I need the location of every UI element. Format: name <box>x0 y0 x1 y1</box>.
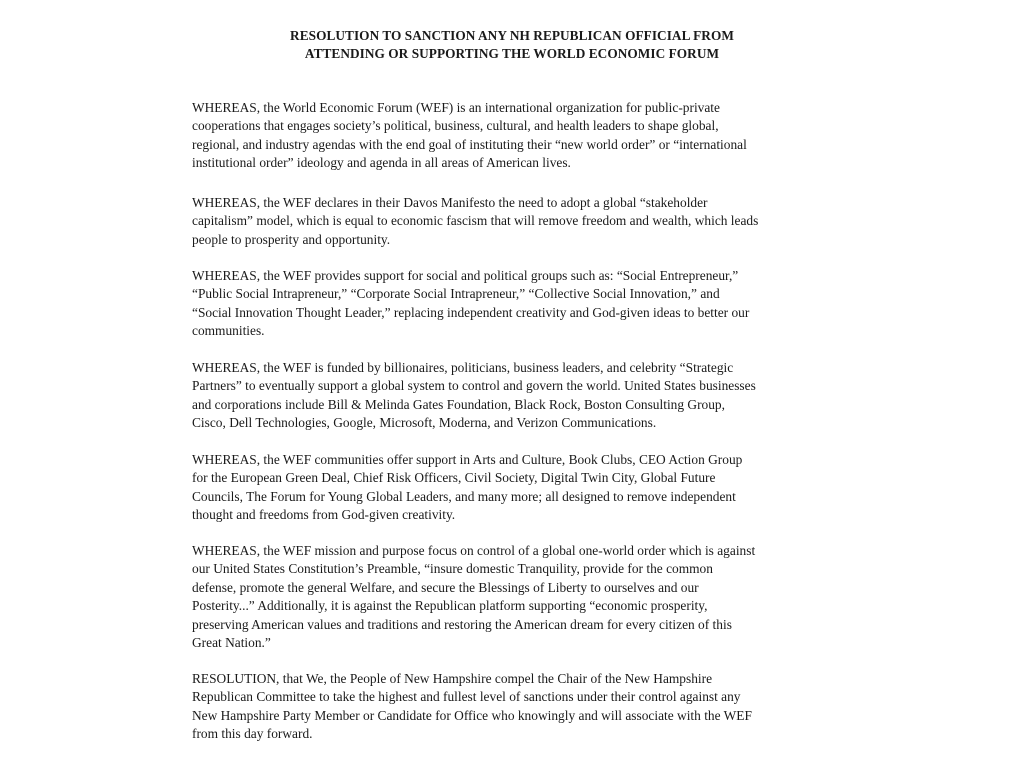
paragraph-line: preserving American values and traditions and restoring the American dream for every citizen of this <box>192 616 732 632</box>
paragraph-line: WHEREAS, the World Economic Forum (WEF) is an international organization for public-private <box>192 100 720 115</box>
paragraph-line: WHEREAS, the WEF communities offer support in Arts and Culture, Book Clubs, CEO Action Group <box>192 452 743 467</box>
paragraph-line: Republican Committee to take the highest and fullest level of sanctions under their control against any <box>192 689 741 705</box>
paragraph-line: regional, and industry agendas with the end goal of instituting their “new world order” or “international <box>192 136 747 152</box>
paragraph-line: RESOLUTION, that We, the People of New Hampshire compel the Chair of the New Hampshire <box>192 671 713 686</box>
title-line: RESOLUTION TO SANCTION ANY NH REPUBLICAN OFFICIAL FROM <box>290 28 734 43</box>
paragraph-line: thought and freedoms from God-given creativity. <box>192 507 456 523</box>
whereas-paragraph-wef-definition <box>192 99 832 173</box>
paragraph-line: Councils, The Forum for Young Global Leaders, and many more; all designed to remove independent <box>192 488 736 504</box>
paragraph-line: WHEREAS, the WEF provides support for social and political groups such as: “Social Entrepreneur,” <box>192 268 739 283</box>
paragraph-line: cooperations that engages society’s political, business, cultural, and health leaders to shape global, <box>192 118 719 134</box>
whereas-paragraph-funding <box>192 359 832 433</box>
whereas-paragraph-davos-manifesto <box>192 194 832 249</box>
paragraph-line: “Social Innovation Thought Leader,” replacing independent creativity and God-given ideas to better our <box>192 304 750 320</box>
paragraph-line: capitalism” model, which is equal to economic fascism that will remove freedom and wealth, which leads <box>192 213 759 229</box>
paragraph-line: for the European Green Deal, Chief Risk Officers, Civil Society, Digital Twin City, Global Future <box>192 470 716 486</box>
paragraph-line: our United States Constitution’s Preamble, “insure domestic Tranquility, provide for the common <box>192 561 713 577</box>
paragraph-line: communities. <box>192 323 265 339</box>
title-line: ATTENDING OR SUPPORTING THE WORLD ECONOMIC FORUM <box>304 46 720 61</box>
paragraph-line: from this day forward. <box>192 726 313 742</box>
resolution-paragraph <box>192 670 832 744</box>
paragraph-line: WHEREAS, the WEF mission and purpose focus on control of a global one-world order which is against <box>192 543 756 558</box>
paragraph-line: and corporations include Bill & Melinda Gates Foundation, Black Rock, Boston Consulting Group, <box>192 396 725 412</box>
paragraph-line: Posterity...” Additionally, it is against the Republican platform supporting “economic prosperity, <box>192 598 708 614</box>
paragraph-line: WHEREAS, the WEF declares in their Davos Manifesto the need to adopt a global “stakeholder <box>192 195 708 210</box>
paragraph-line: Partners” to eventually support a global system to control and govern the world. United States businesses <box>192 378 756 394</box>
paragraph-line: WHEREAS, the WEF is funded by billionaires, politicians, business leaders, and celebrity “Strategic <box>192 360 734 375</box>
whereas-paragraph-social-groups <box>192 267 832 341</box>
whereas-paragraph-mission <box>192 542 832 652</box>
paragraph-line: “Public Social Intrapreneur,” “Corporate Social Intrapreneur,” “Collective Social Innovation,” and <box>192 286 720 302</box>
paragraph-line: institutional order” ideology and agenda in all areas of American lives. <box>192 155 571 171</box>
paragraph-line: defense, promote the general Welfare, and secure the Blessings of Liberty to ourselves and our <box>192 579 699 595</box>
paragraph-line: people to prosperity and opportunity. <box>192 231 391 247</box>
whereas-paragraph-communities <box>192 451 832 525</box>
document-title <box>192 27 832 63</box>
paragraph-line: New Hampshire Party Member or Candidate for Office who knowingly and will associate with the WEF <box>192 707 752 723</box>
paragraph-line: Great Nation.” <box>192 635 271 651</box>
paragraph-line: Cisco, Dell Technologies, Google, Microsoft, Moderna, and Verizon Communications. <box>192 415 657 431</box>
document-page <box>192 27 832 742</box>
